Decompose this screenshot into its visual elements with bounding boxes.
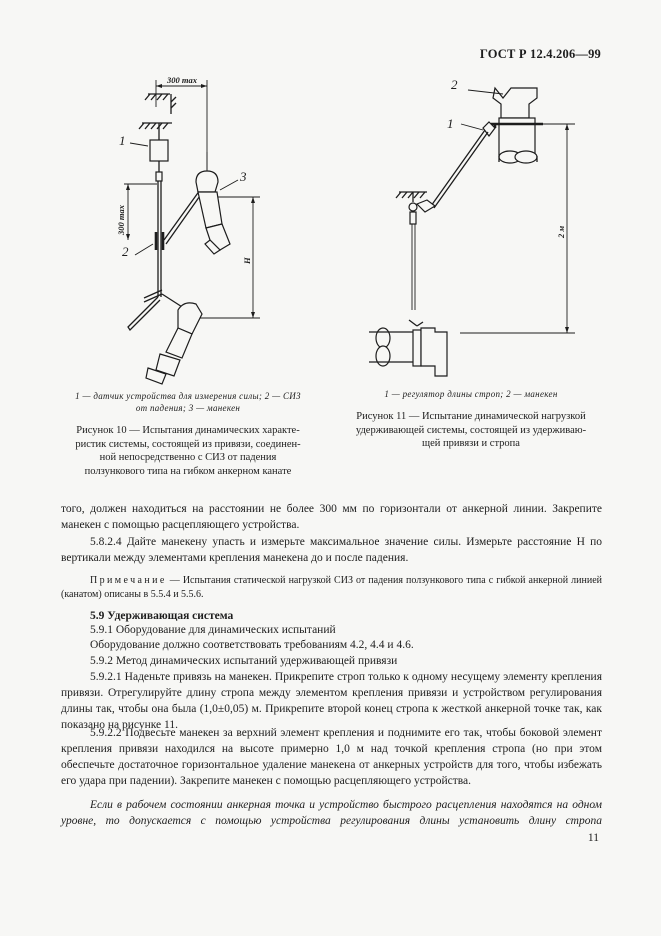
figure-10-caption: Рисунок 10 — Испытания динамических характе- ристик системы, состоящей из привязи, соединен- ной непосредственно с СИЗ от падения ползункового типа на гибком анкерном канате <box>75 425 301 477</box>
figure-11-caption: Рисунок 11 — Испытание динамической нагрузкой удерживающей системы, состоящей из удерживаю- щей привязи и стропа <box>355 411 587 449</box>
paragraph-5-9-2-1: 5.9.2.1 Наденьте привязь на манекен. Прикрепите строп только к одному несущему элементу крепления привязи. Отрегулируйте длину стропа между элементом крепления привязи и устройством регулирования длины так, чтобы она была (1,0±0,05) м. Прикрепите второй конец стропа к жесткой анкерной точке так, как показано на рисунке 11. <box>61 671 602 731</box>
manikin-lower <box>146 303 202 384</box>
note-text: — Испытания статической нагрузкой СИЗ от падения ползункового типа с гибкой анкерной линией (канатом) описаны в 5.5.4 и 5.5.6. <box>61 575 602 600</box>
dim-height-label: H <box>242 257 252 264</box>
document-header: ГОСТ Р 12.4.206—99 <box>479 47 601 61</box>
paragraph-italic-note: Если в рабочем состоянии анкерная точка и устройство быстрого расцепления находятся на одном уровне, то допускается с помощью устройства регулирования длины установить длину стропа <box>61 799 602 827</box>
dim-top-300 <box>156 75 207 177</box>
dim-2m-label: 2 м <box>556 225 566 238</box>
figure-11-legend: 1 — регулятор длины строп; 2 — манекен <box>384 389 558 399</box>
paragraph-5-9-2-2: 5.9.2.2 Подвесьте манекен за верхний элемент крепления и поднимите его так, чтобы боковой элемент крепления привязи находился на высоте примерно 1,0 м над точкой крепления стропа (но при этом обеспечьте достаточное горизонтальное удаление манекена от анкерных устройств для того, чтобы избежать его удара при падении). Закрепите манекен с помощью расцепляющего устройства. <box>61 727 602 787</box>
fig10-label-3: 3 <box>240 169 247 184</box>
figure-10-drawing <box>100 72 300 382</box>
connector <box>156 172 162 181</box>
dim-top-label: 300 max <box>167 75 197 85</box>
mid-anchor <box>139 123 172 129</box>
dim-side-300 <box>116 184 157 240</box>
anchor-point <box>396 192 435 224</box>
note-label: Примечание <box>90 575 167 586</box>
subsection-5-9-1: 5.9.1 Оборудование для динамических испытаний <box>90 624 336 636</box>
paragraph-continuation: того, должен находиться на расстоянии не более 300 мм по горизонтали от анкерной линии. Закрепите манекен с помощью расцепляющего устройства. <box>61 503 602 531</box>
manikin-upper <box>196 152 230 254</box>
figure-10-legend: 1 — датчик устройства для измерения силы; 2 — СИЗ от падения; 3 — манекен <box>75 391 301 413</box>
manikin-suspended <box>491 88 543 163</box>
force-sensor <box>150 140 168 161</box>
top-anchor <box>145 94 176 114</box>
page-number: 11 <box>587 832 599 844</box>
fig10-label-1: 1 <box>119 133 126 148</box>
figure-11-drawing <box>365 70 585 390</box>
requirements-line: Оборудование должно соответствовать требованиям 4.2, 4.4 и 4.6. <box>90 639 414 651</box>
dim-side-label: 300 max <box>116 205 126 235</box>
subsection-5-9-2: 5.9.2 Метод динамических испытаний удерживающей привязи <box>90 655 398 667</box>
note-block <box>61 574 602 602</box>
paragraph-5-8-2-4: 5.8.2.4 Дайте манекену упасть и измерьте максимальное значение силы. Измерьте расстояние H по вертикали между элементами крепления манекена до и после падения. <box>61 536 602 564</box>
fig11-label-2: 2 <box>451 77 458 92</box>
manikin-lower-fig11 <box>369 320 447 376</box>
fig11-label-1: 1 <box>447 116 454 131</box>
section-title: 5.9 Удерживающая система <box>90 610 234 622</box>
fig10-label-2: 2 <box>122 244 129 259</box>
